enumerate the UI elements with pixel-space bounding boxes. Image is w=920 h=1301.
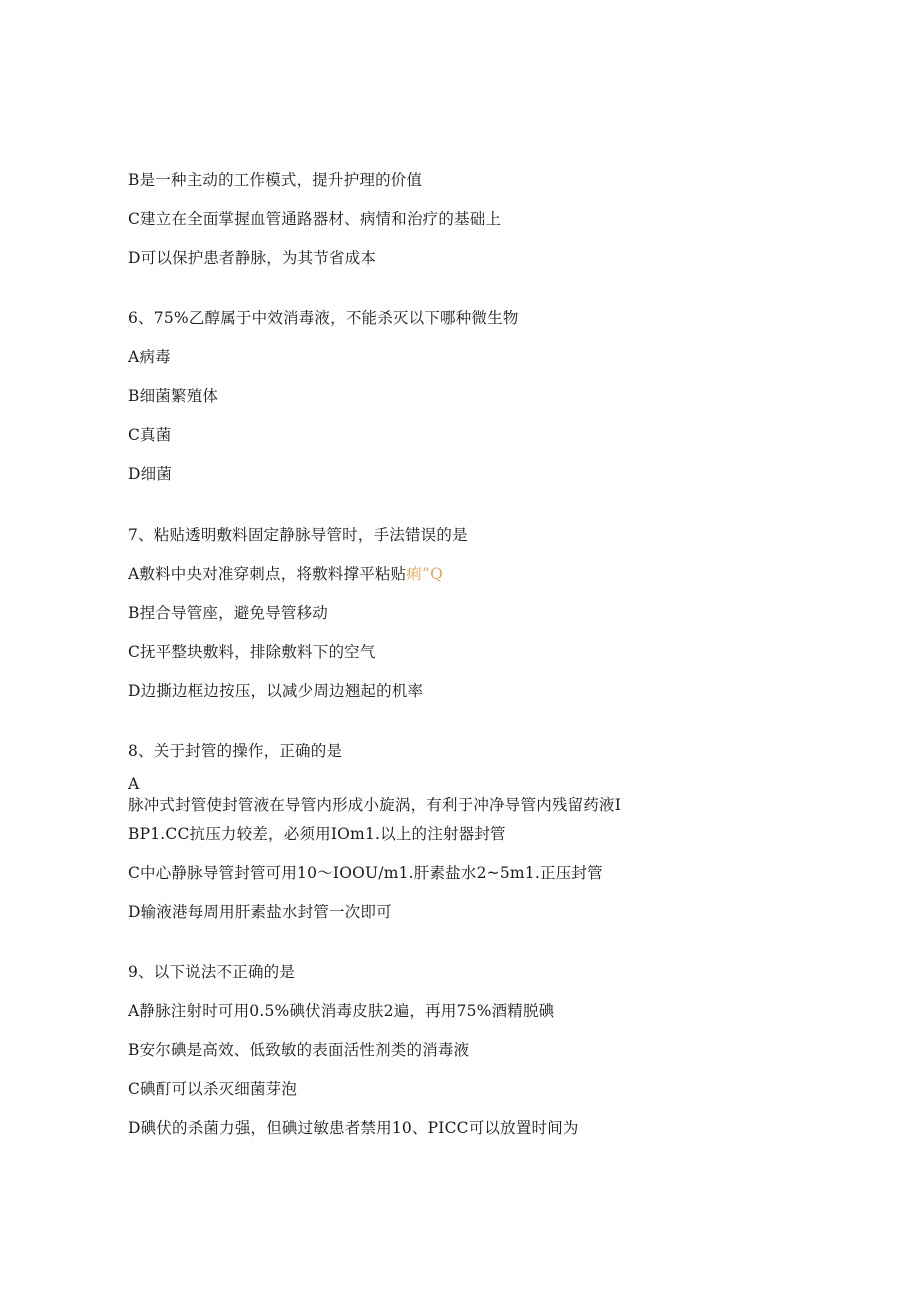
q9-option-b: B安尔碘是高效、低致敏的表面活性剂类的消毒液 xyxy=(128,1041,470,1059)
q6-option-d: D细菌 xyxy=(128,465,173,483)
q9-option-c: C碘酊可以杀灭细菌芽泡 xyxy=(128,1080,298,1098)
q7-option-a-artifact: 痢”Q xyxy=(406,565,444,583)
q7-stem: 7、粘贴透明敷料固定静脉导管时，手法错误的是 xyxy=(128,526,468,544)
q7-option-c: C抚平整块敷料，排除敷料下的空气 xyxy=(128,643,376,661)
q7-option-a-text: A敷料中央对准穿刺点，将敷料撑平粘贴 xyxy=(128,565,407,583)
q7-option-d: D边撕边框边按压，以减少周边翘起的机率 xyxy=(128,682,424,700)
q8-option-d: D输液港每周用肝素盐水封管一次即可 xyxy=(128,903,392,921)
q5-option-b: B是一种主动的工作模式，提升护理的价值 xyxy=(128,171,423,189)
q5-option-d: D可以保护患者静脉，为其节省成本 xyxy=(128,249,377,267)
q6-option-a: A病毒 xyxy=(128,348,171,366)
q8-stem: 8、关于封管的操作，正确的是 xyxy=(128,742,343,760)
q7-option-b: B捏合导管座，避免导管移动 xyxy=(128,604,328,622)
q9-option-d: D碘伏的杀菌力强，但碘过敏患者禁用10、PICC可以放置时间为 xyxy=(128,1119,579,1137)
q6-stem: 6、75%乙醇属于中效消毒液，不能杀灭以下哪种微生物 xyxy=(128,309,519,327)
q9-stem: 9、以下说法不正确的是 xyxy=(128,963,296,981)
q8-option-b: BP1.CC抗压力较差，必须用IOm1.以上的注射器封管 xyxy=(128,825,506,843)
q8-option-a-text: 脉冲式封管使封管液在导管内形成小旋涡，有利于冲净导管内残留药液I xyxy=(128,796,622,814)
q8-option-c: C中心静脉导管封管可用10～IOOU/m1.肝素盐水2~5m1.正压封管 xyxy=(128,864,603,882)
q6-option-b: B细菌繁殖体 xyxy=(128,387,219,405)
q8-option-a-letter: A xyxy=(128,775,140,793)
q9-option-a: A静脉注射时可用0.5%碘伏消毒皮肤2遍，再用75%酒精脱碘 xyxy=(128,1002,555,1020)
q5-option-c: C建立在全面掌握血管通路器材、病情和治疗的基础上 xyxy=(128,210,502,228)
q7-option-a xyxy=(128,564,443,584)
q6-option-c: C真菌 xyxy=(128,426,172,444)
